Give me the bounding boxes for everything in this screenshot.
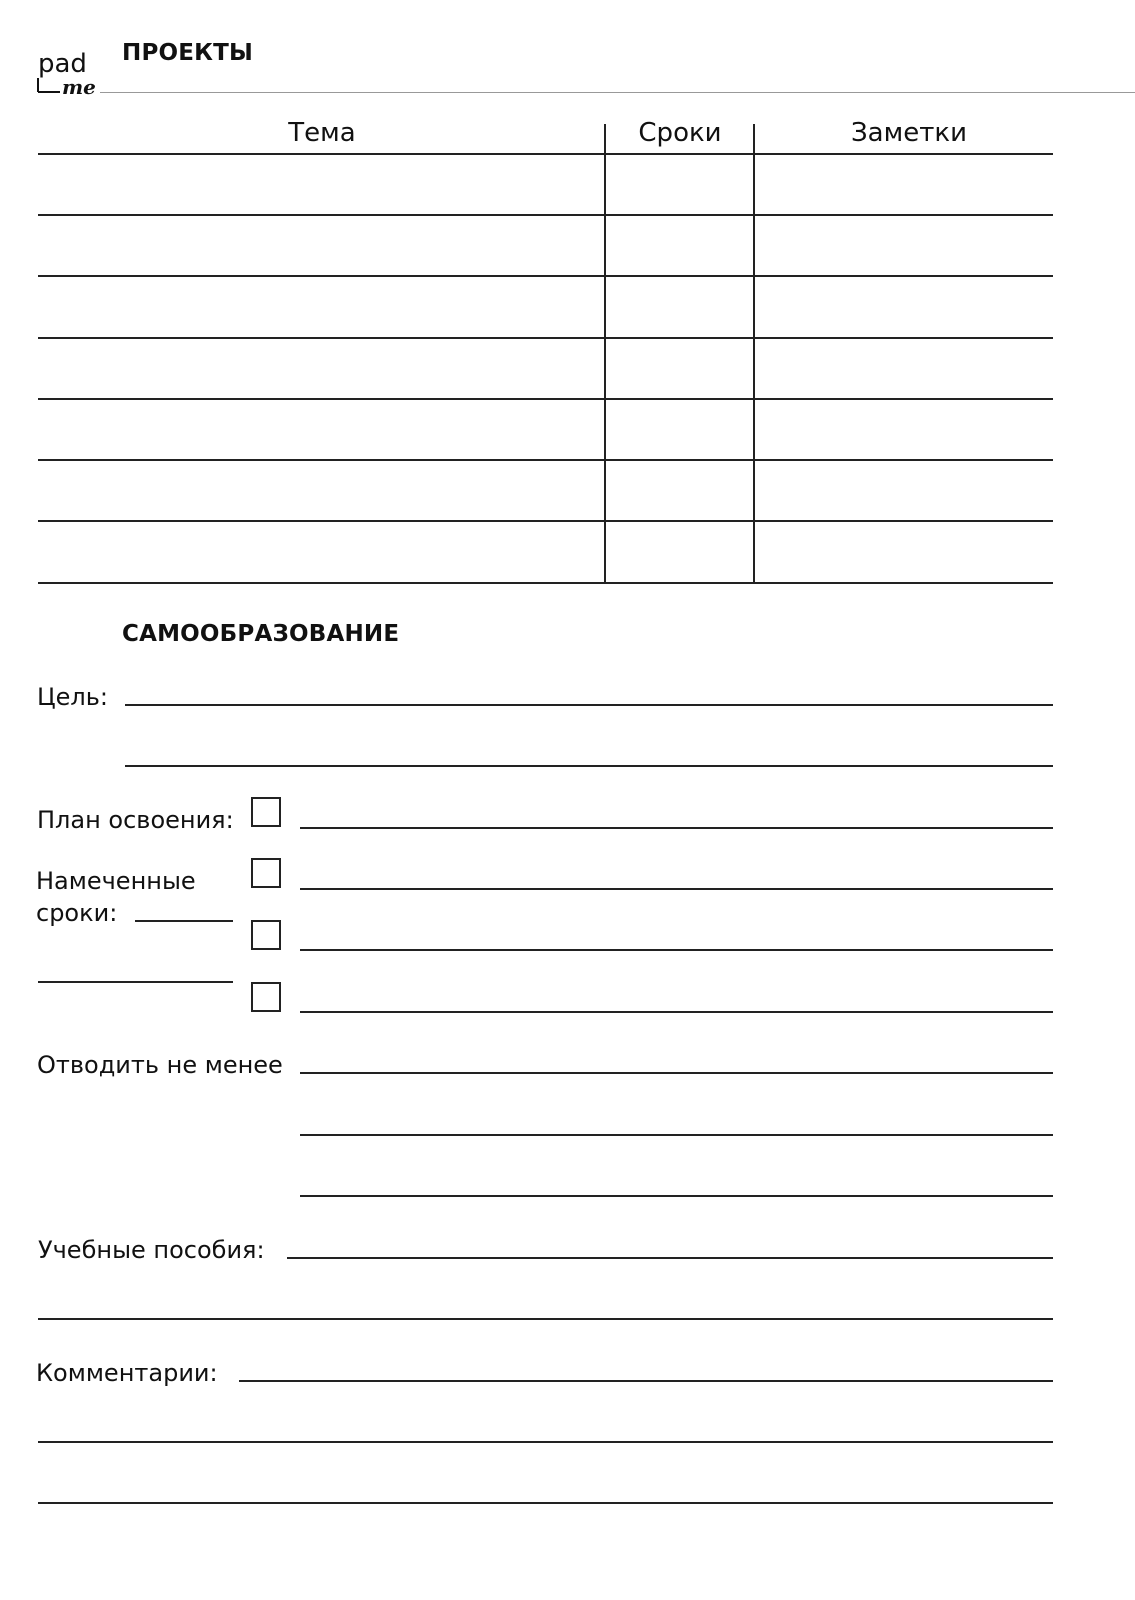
- header-rule: [100, 92, 1135, 93]
- cell-notes[interactable]: [755, 338, 1053, 398]
- cell-topic[interactable]: [38, 460, 604, 520]
- cell-topic[interactable]: [38, 276, 604, 336]
- plan-checkbox-3[interactable]: [251, 920, 281, 950]
- cell-notes[interactable]: [755, 521, 1053, 581]
- cell-notes[interactable]: [755, 215, 1053, 275]
- table-row: [38, 154, 1076, 215]
- allocate-line-3[interactable]: [300, 1195, 1053, 1197]
- comments-line-3[interactable]: [38, 1502, 1053, 1504]
- cell-notes[interactable]: [755, 460, 1053, 520]
- comments-label: Комментарии:: [36, 1359, 218, 1387]
- cell-deadline[interactable]: [606, 154, 753, 214]
- cell-topic[interactable]: [38, 338, 604, 398]
- column-header-topic: Тема: [288, 118, 356, 148]
- self-education-title: САМООБРАЗОВАНИЕ: [122, 621, 400, 647]
- plan-line-2[interactable]: [300, 888, 1053, 890]
- column-header-notes: Заметки: [851, 118, 967, 148]
- plan-line-1[interactable]: [300, 827, 1053, 829]
- projects-title: ПРОЕКТЫ: [122, 40, 254, 66]
- textbooks-line-1[interactable]: [287, 1257, 1053, 1259]
- deadlines-label-line1: Намеченные: [36, 867, 196, 895]
- table-row: [38, 276, 1076, 337]
- cell-deadline[interactable]: [606, 399, 753, 459]
- comments-line-1[interactable]: [239, 1380, 1053, 1382]
- padme-logo: [36, 42, 100, 98]
- plan-line-3[interactable]: [300, 949, 1053, 951]
- cell-topic[interactable]: [38, 154, 604, 214]
- table-row: [38, 215, 1076, 276]
- table-row: [38, 338, 1076, 399]
- plan-checkbox-1[interactable]: [251, 797, 281, 827]
- plan-checkbox-4[interactable]: [251, 982, 281, 1012]
- cell-deadline[interactable]: [606, 338, 753, 398]
- cell-deadline[interactable]: [606, 460, 753, 520]
- table-row: [38, 460, 1076, 521]
- textbooks-line-2[interactable]: [38, 1318, 1053, 1320]
- deadline-line-1[interactable]: [135, 920, 233, 922]
- goal-line-2[interactable]: [125, 765, 1053, 767]
- cell-notes[interactable]: [755, 154, 1053, 214]
- cell-deadline[interactable]: [606, 276, 753, 336]
- allocate-label: Отводить не менее: [37, 1051, 283, 1079]
- goal-label: Цель:: [37, 683, 108, 711]
- allocate-line-2[interactable]: [300, 1134, 1053, 1136]
- column-header-deadlines: Сроки: [638, 118, 722, 148]
- cell-notes[interactable]: [755, 399, 1053, 459]
- row-line: [38, 582, 1053, 584]
- plan-checkbox-2[interactable]: [251, 858, 281, 888]
- goal-line-1[interactable]: [125, 704, 1053, 706]
- table-row: [38, 399, 1076, 460]
- cell-deadline[interactable]: [606, 215, 753, 275]
- logo-text-bottom: me: [62, 75, 96, 98]
- textbooks-label: Учебные пособия:: [38, 1236, 265, 1264]
- logo-text-top: pad: [38, 49, 87, 79]
- plan-line-4[interactable]: [300, 1011, 1053, 1013]
- allocate-line-1[interactable]: [300, 1072, 1053, 1074]
- cell-deadline[interactable]: [606, 521, 753, 581]
- comments-line-2[interactable]: [38, 1441, 1053, 1443]
- cell-topic[interactable]: [38, 399, 604, 459]
- plan-label: План освоения:: [37, 806, 234, 834]
- cell-topic[interactable]: [38, 521, 604, 581]
- deadlines-label-line2: сроки:: [36, 899, 118, 927]
- table-row: [38, 521, 1076, 582]
- cell-notes[interactable]: [755, 276, 1053, 336]
- cell-topic[interactable]: [38, 215, 604, 275]
- deadline-line-2[interactable]: [38, 981, 233, 983]
